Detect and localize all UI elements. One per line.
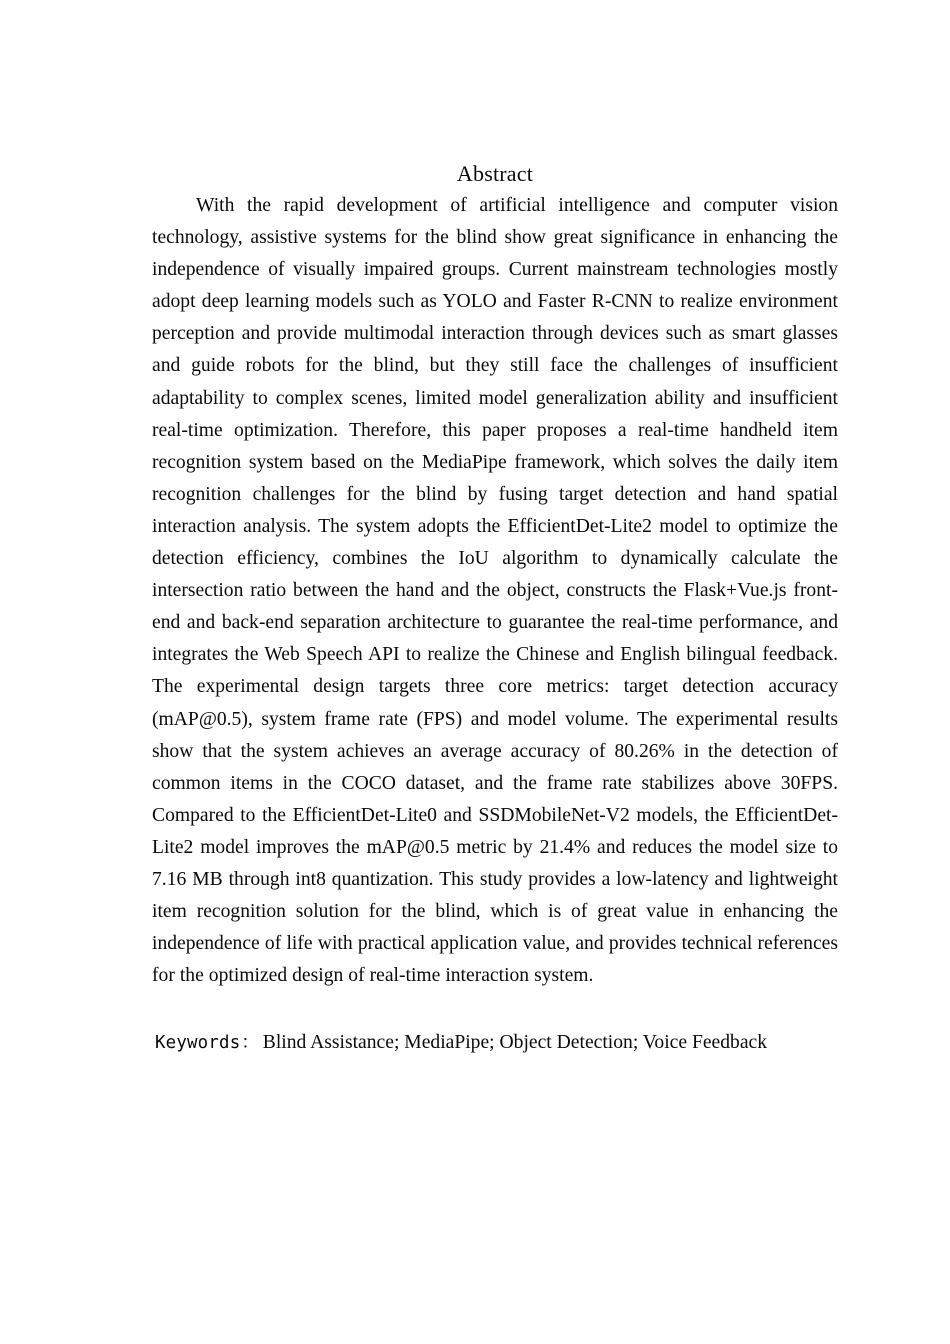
keywords-spacer bbox=[152, 992, 838, 1027]
abstract-section bbox=[152, 158, 838, 1059]
keywords-values: Blind Assistance; MediaPipe; Object Detection; Voice Feedback bbox=[262, 1032, 768, 1054]
keywords-label: Keywords bbox=[155, 1033, 241, 1054]
keywords-separator: ： bbox=[241, 1033, 259, 1054]
page-title: Abstract bbox=[456, 161, 534, 186]
abstract-paragraph: With the rapid development of artificial intelligence and computer vision technology, assistive systems for the blind show great significance in enhancing the independence of visually impaired groups. Current mainstream technologies mostly adopt deep learning models such as YOLO and Faster R-CNN to realize environment perception and provide multimodal interaction through devices such as smart glasses and guide robots for the blind, but they still face the challenges of insufficient adaptability to complex scenes, limited model generalization ability and insufficient real-time optimization. Therefore, this paper proposes a real-time handheld item recognition system based on the MediaPipe framework, which solves the daily item recognition challenges for the blind by fusing target detection and hand spatial interaction analysis. The system adopts the EfficientDet-Lite2 model to optimize the detection efficiency, combines the IoU algorithm to dynamically calculate the intersection ratio between the hand and the object, constructs the Flask+Vue.js front-end and back-end separation architecture to guarantee the real-time performance, and integrates the Web Speech API to realize the Chinese and English bilingual feedback. The experimental design targets three core metrics: target detection accuracy (mAP@0.5), system frame rate (FPS) and model volume. The experimental results show that the system achieves an average accuracy of 80.26% in the detection of common items in the COCO dataset, and the frame rate stabilizes above 30FPS. Compared to the EfficientDet-Lite0 and SSDMobileNet-V2 models, the EfficientDet-Lite2 model improves the mAP@0.5 metric by 21.4% and reduces the model size to 7.16 MB through int8 quantization. This study provides a low-latency and lightweight item recognition solution for the blind, which is of great value in enhancing the independence of life with practical application value, and provides technical references for the optimized design of real-time interaction system. bbox=[152, 195, 838, 987]
keywords-line bbox=[155, 1027, 841, 1059]
